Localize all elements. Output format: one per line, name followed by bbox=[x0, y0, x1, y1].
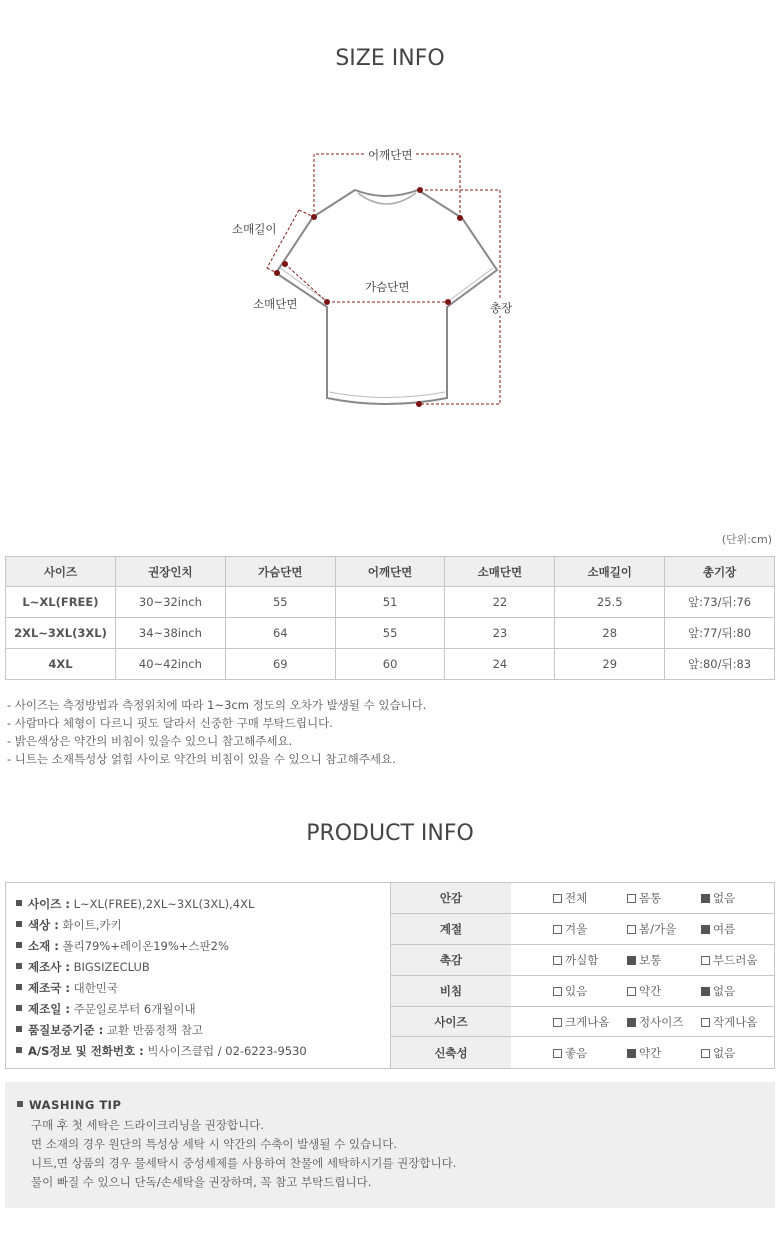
unchecked-box-icon bbox=[627, 925, 636, 934]
unit-label: (단위:cm) bbox=[721, 533, 772, 546]
unchecked-box-icon bbox=[553, 956, 562, 965]
table-cell: 40~42inch bbox=[115, 649, 225, 680]
washing-line: 물이 빠질 수 있으니 단독/손세탁을 권장하며, 꼭 참고 부탁드립니다. bbox=[31, 1175, 372, 1189]
label-total-length: 총장 bbox=[490, 301, 513, 315]
label-chest: 가슴단면 bbox=[365, 280, 410, 294]
option-label: 없음 bbox=[713, 1045, 736, 1060]
table-cell: 55 bbox=[335, 618, 445, 649]
checked-box-icon bbox=[701, 925, 710, 934]
option-label: 봄/가을 bbox=[639, 922, 677, 937]
header-inch: 권장인치 bbox=[115, 557, 225, 587]
attribute-row bbox=[391, 883, 775, 914]
detail-row bbox=[16, 957, 390, 978]
table-cell: 앞:73/뒤:76 bbox=[665, 587, 775, 618]
attribute-option bbox=[627, 921, 701, 937]
detail-key: 제조국 : bbox=[28, 981, 70, 995]
detail-key: A/S정보 및 전화번호 : bbox=[28, 1044, 144, 1058]
option-label: 약간 bbox=[639, 983, 662, 998]
table-cell: 2XL~3XL(3XL) bbox=[6, 618, 116, 649]
note-line: - 사람마다 체형이 다르니 핏도 달라서 신중한 구매 부탁드립니다. bbox=[7, 716, 333, 730]
attribute-option bbox=[627, 983, 701, 999]
option-label: 전체 bbox=[565, 891, 588, 906]
header-sleeve-width: 소매단면 bbox=[445, 557, 555, 587]
option-label: 정사이즈 bbox=[639, 1014, 684, 1029]
size-info-title: SIZE INFO bbox=[335, 46, 445, 71]
attribute-option bbox=[553, 1014, 627, 1030]
attribute-row bbox=[391, 945, 775, 976]
option-label: 몸통 bbox=[639, 891, 662, 906]
attribute-option bbox=[627, 890, 701, 906]
bullet-icon bbox=[16, 900, 22, 906]
checked-box-icon bbox=[701, 894, 710, 903]
unchecked-box-icon bbox=[627, 894, 636, 903]
attribute-options bbox=[511, 914, 775, 945]
unchecked-box-icon bbox=[553, 894, 562, 903]
option-label: 부드러움 bbox=[713, 952, 758, 967]
table-cell: 29 bbox=[555, 649, 665, 680]
detail-row bbox=[16, 894, 390, 915]
attribute-options bbox=[511, 975, 775, 1006]
header-shoulder: 어깨단면 bbox=[335, 557, 445, 587]
bullet-icon bbox=[16, 963, 22, 969]
attribute-option bbox=[701, 952, 775, 968]
attribute-option bbox=[701, 1014, 775, 1030]
size-notes bbox=[7, 696, 426, 768]
attribute-option bbox=[701, 1045, 775, 1061]
unchecked-box-icon bbox=[553, 925, 562, 934]
bullet-icon bbox=[16, 921, 22, 927]
attribute-option bbox=[627, 952, 701, 968]
detail-row bbox=[16, 978, 390, 999]
detail-key: 소재 : bbox=[28, 939, 59, 953]
table-cell: 23 bbox=[445, 618, 555, 649]
table-row bbox=[6, 618, 775, 649]
size-table-header bbox=[6, 557, 775, 587]
attribute-key: 비침 bbox=[391, 975, 511, 1006]
attribute-key: 촉감 bbox=[391, 945, 511, 976]
attribute-option bbox=[701, 890, 775, 906]
attribute-options bbox=[511, 1037, 775, 1068]
table-cell: 55 bbox=[225, 587, 335, 618]
washing-title-text: WASHING TIP bbox=[29, 1098, 122, 1112]
option-label: 좋음 bbox=[565, 1045, 588, 1060]
detail-key: 제조일 : bbox=[28, 1002, 70, 1016]
table-cell: 22 bbox=[445, 587, 555, 618]
attribute-option bbox=[627, 1014, 701, 1030]
bullet-icon bbox=[16, 942, 22, 948]
unchecked-box-icon bbox=[701, 1018, 710, 1027]
table-cell: 69 bbox=[225, 649, 335, 680]
attribute-option bbox=[627, 1045, 701, 1061]
bullet-icon bbox=[17, 1101, 23, 1107]
table-row bbox=[6, 649, 775, 680]
checked-box-icon bbox=[627, 956, 636, 965]
unchecked-box-icon bbox=[553, 1018, 562, 1027]
bullet-icon bbox=[16, 1005, 22, 1011]
attribute-options bbox=[511, 883, 775, 914]
attribute-option bbox=[701, 983, 775, 999]
unchecked-box-icon bbox=[553, 987, 562, 996]
washing-tip-box bbox=[5, 1082, 775, 1208]
detail-row bbox=[16, 936, 390, 957]
detail-row bbox=[16, 999, 390, 1020]
option-label: 보통 bbox=[639, 952, 662, 967]
product-attributes bbox=[391, 883, 775, 1068]
note-line: - 니트는 소재특성상 얽힘 사이로 약간의 비침이 있을 수 있으니 참고해주세요. bbox=[7, 752, 396, 766]
header-chest: 가슴단면 bbox=[225, 557, 335, 587]
table-cell: 4XL bbox=[6, 649, 116, 680]
table-row bbox=[6, 587, 775, 618]
attribute-key: 사이즈 bbox=[391, 1006, 511, 1037]
unchecked-box-icon bbox=[627, 987, 636, 996]
washing-line: 구매 후 첫 세탁은 드라이크리닝을 권장합니다. bbox=[31, 1118, 265, 1132]
unchecked-box-icon bbox=[701, 956, 710, 965]
option-label: 겨울 bbox=[565, 922, 588, 937]
label-sleeve-width: 소매단면 bbox=[253, 297, 298, 311]
table-cell: L~XL(FREE) bbox=[6, 587, 116, 618]
attribute-options bbox=[511, 945, 775, 976]
checked-box-icon bbox=[627, 1018, 636, 1027]
label-sleeve-length: 소매길이 bbox=[232, 222, 277, 236]
detail-value: BIGSIZECLUB bbox=[73, 960, 150, 974]
unchecked-box-icon bbox=[553, 1049, 562, 1058]
attribute-option bbox=[553, 1045, 627, 1061]
tshirt-size-diagram bbox=[0, 130, 780, 430]
detail-key: 색상 : bbox=[28, 918, 59, 932]
note-line: - 사이즈는 측정방법과 측정위치에 따라 1~3cm 정도의 오차가 발생될 수 있습니다. bbox=[7, 698, 427, 712]
checked-box-icon bbox=[627, 1049, 636, 1058]
table-cell: 앞:77/뒤:80 bbox=[665, 618, 775, 649]
detail-value: 주문일로부터 6개월이내 bbox=[73, 1002, 196, 1016]
bullet-icon bbox=[16, 1047, 22, 1053]
bullet-icon bbox=[16, 984, 22, 990]
detail-value: 폴리79%+레이온19%+스판2% bbox=[62, 939, 229, 953]
detail-row bbox=[16, 1041, 390, 1062]
option-label: 까실함 bbox=[565, 952, 599, 967]
table-cell: 24 bbox=[445, 649, 555, 680]
header-total-length: 총기장 bbox=[665, 557, 775, 587]
size-table bbox=[5, 556, 775, 680]
attribute-key: 계절 bbox=[391, 914, 511, 945]
attribute-row bbox=[391, 1006, 775, 1037]
attribute-row bbox=[391, 975, 775, 1006]
attribute-option bbox=[701, 921, 775, 937]
attribute-options bbox=[511, 1006, 775, 1037]
detail-key: 제조사 : bbox=[28, 960, 70, 974]
washing-line: 니트,면 상품의 경우 물세탁시 중성세제를 사용하여 찬물에 세탁하시기를 권장합니다. bbox=[31, 1156, 457, 1170]
detail-value: 교환 반품정책 참고 bbox=[106, 1023, 204, 1037]
attribute-option bbox=[553, 921, 627, 937]
attribute-key: 신축성 bbox=[391, 1037, 511, 1068]
table-cell: 앞:80/뒤:83 bbox=[665, 649, 775, 680]
product-info-title: PRODUCT INFO bbox=[306, 821, 474, 846]
attribute-key: 안감 bbox=[391, 883, 511, 914]
detail-key: 사이즈 : bbox=[28, 897, 70, 911]
washing-line: 면 소재의 경우 원단의 특성상 세탁 시 약간의 수축이 발생될 수 있습니다. bbox=[31, 1137, 398, 1151]
unchecked-box-icon bbox=[701, 1049, 710, 1058]
header-size: 사이즈 bbox=[6, 557, 116, 587]
product-info-box bbox=[5, 882, 775, 1069]
option-label: 약간 bbox=[639, 1045, 662, 1060]
option-label: 작게나옴 bbox=[713, 1014, 758, 1029]
table-cell: 30~32inch bbox=[115, 587, 225, 618]
detail-row bbox=[16, 1020, 390, 1041]
option-label: 없음 bbox=[713, 891, 736, 906]
attribute-option bbox=[553, 952, 627, 968]
table-cell: 51 bbox=[335, 587, 445, 618]
table-cell: 60 bbox=[335, 649, 445, 680]
table-cell: 25.5 bbox=[555, 587, 665, 618]
header-sleeve-length: 소매길이 bbox=[555, 557, 665, 587]
label-shoulder: 어깨단면 bbox=[368, 148, 413, 162]
option-label: 여름 bbox=[713, 922, 736, 937]
attribute-option bbox=[553, 890, 627, 906]
detail-row bbox=[16, 915, 390, 936]
product-details bbox=[6, 883, 391, 1068]
bullet-icon bbox=[16, 1026, 22, 1032]
detail-key: 품질보증기준 : bbox=[28, 1023, 104, 1037]
detail-value: 빅사이즈클럽 / 02-6223-9530 bbox=[147, 1044, 307, 1058]
option-label: 크게나옴 bbox=[565, 1014, 610, 1029]
washing-tip-title bbox=[17, 1098, 775, 1112]
option-label: 있음 bbox=[565, 983, 588, 998]
detail-value: 대한민국 bbox=[73, 981, 119, 995]
detail-value: L~XL(FREE),2XL~3XL(3XL),4XL bbox=[73, 897, 255, 911]
attribute-option bbox=[553, 983, 627, 999]
table-cell: 34~38inch bbox=[115, 618, 225, 649]
option-label: 없음 bbox=[713, 983, 736, 998]
attribute-row bbox=[391, 1037, 775, 1068]
note-line: - 밝은색상은 약간의 비침이 있을수 있으니 참고해주세요. bbox=[7, 734, 293, 748]
checked-box-icon bbox=[701, 987, 710, 996]
table-cell: 28 bbox=[555, 618, 665, 649]
attribute-row bbox=[391, 914, 775, 945]
detail-value: 화이트,카키 bbox=[62, 918, 122, 932]
table-cell: 64 bbox=[225, 618, 335, 649]
